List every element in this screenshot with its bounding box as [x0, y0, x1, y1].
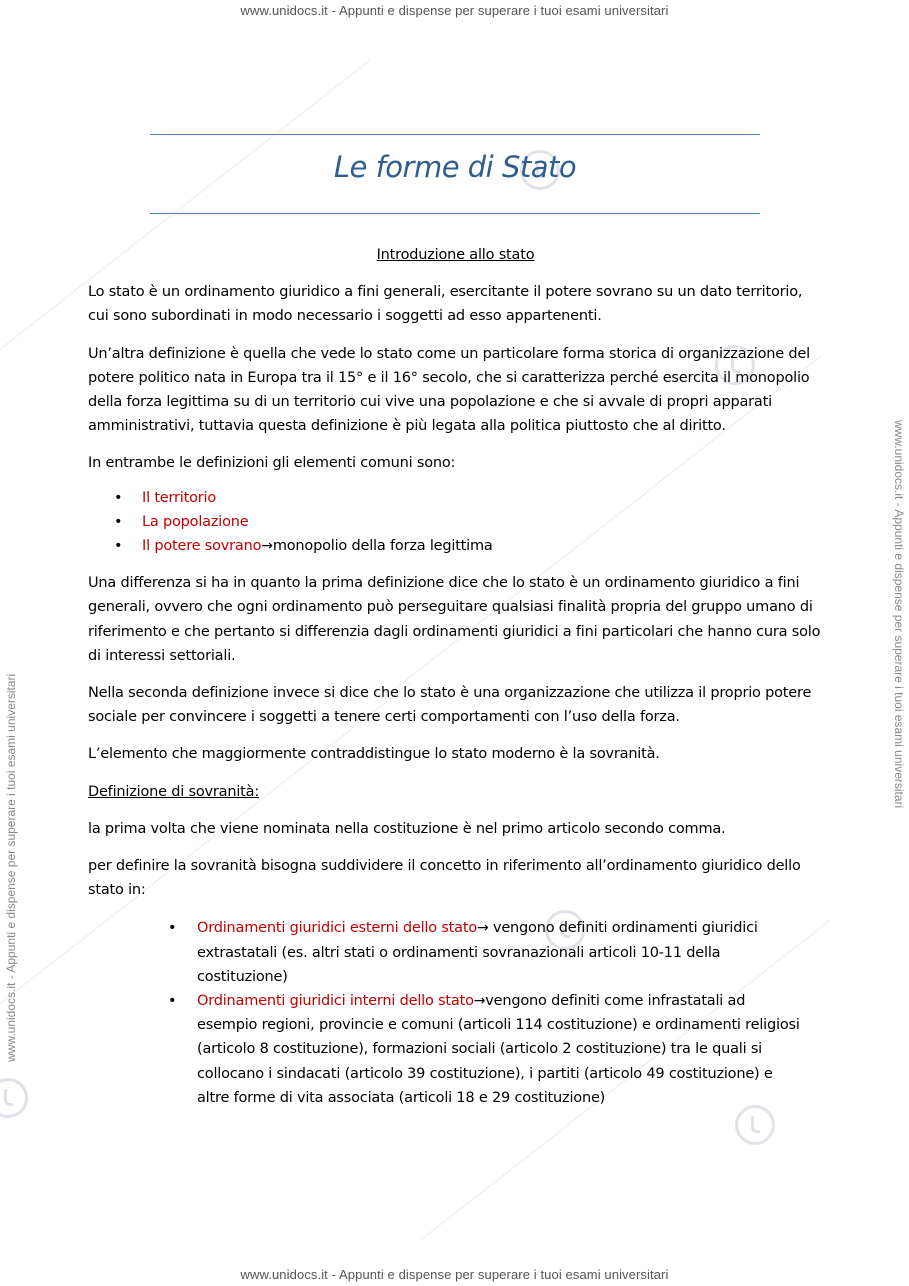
section-heading-sovereignty: Definizione di sovranità:	[88, 783, 260, 800]
list-item-text: vengono definiti ordinamenti giuridici extrastatali (es. altri stati o ordinamenti sovranazionali articoli 10-11 della costituzione)	[197, 920, 758, 985]
bullet-icon: •	[114, 489, 123, 506]
paragraph: L’elemento che maggiormente contraddistingue lo stato moderno è la sovranità.	[88, 746, 660, 763]
paragraph: Nella seconda definizione invece si dice che lo stato è una organizzazione che utilizza il proprio potere sociale per convincere i soggetti a tenere certi comportamenti con l’uso della forza.	[88, 685, 812, 726]
document-body	[88, 243, 823, 1123]
list-item	[88, 486, 823, 510]
list-item-text: vengono definiti come infrastatali ad esempio regioni, provincie e comuni (articoli 114 costituzione) e ordinamenti religiosi (articolo 8 costituzione), formazioni sociali (articolo 2 costituzione) tra le quali si collocano i sindacati (articolo 39 costituzione), i partiti (articolo 49 costituzione) e altre forme di vita associata (articoli 18 e 29 costituzione)	[197, 993, 800, 1106]
list-item	[88, 916, 823, 989]
paragraph: la prima volta che viene nominata nella costituzione è nel primo articolo secondo comma.	[88, 820, 726, 837]
common-elements-list	[88, 486, 823, 559]
bullet-icon: •	[168, 993, 177, 1010]
arrow-right-icon: →	[473, 993, 486, 1010]
footer-watermark: www.unidocs.it - Appunti e dispense per superare i tuoi esami universitari	[240, 1267, 669, 1282]
bullet-icon: •	[114, 513, 123, 530]
paragraph: Lo stato è un ordinamento giuridico a fini generali, esercitante il potere sovrano su un dato territorio, cui sono subordinati in modo necessario i soggetti ad esso appartenenti.	[88, 284, 803, 325]
bullet-icon: •	[114, 538, 123, 555]
arrow-right-icon: →	[477, 920, 489, 937]
list-item-label: Il territorio	[142, 489, 217, 506]
watermark-logo-icon	[0, 1078, 28, 1118]
paragraph: In entrambe le definizioni gli elementi comuni sono:	[88, 455, 456, 472]
list-item	[88, 510, 823, 534]
list-item-label: Il potere sovrano	[142, 538, 262, 555]
list-item	[88, 534, 823, 558]
side-watermark-right: www.unidocs.it - Appunti e dispense per superare i tuoi esami universitari	[892, 420, 906, 809]
list-item	[88, 989, 823, 1110]
side-watermark-left: www.unidocs.it - Appunti e dispense per superare i tuoi esami universitari	[4, 673, 18, 1062]
list-item-label: La popolazione	[142, 513, 249, 530]
title-rule-top	[150, 134, 760, 135]
list-item-label: Ordinamenti giuridici esterni dello stato	[197, 920, 478, 937]
list-item-text: monopolio della forza legittima	[272, 538, 493, 555]
header-watermark: www.unidocs.it - Appunti e dispense per superare i tuoi esami universitari	[240, 3, 669, 18]
list-item-label: Ordinamenti giuridici interni dello stato	[197, 993, 474, 1010]
document-title: Le forme di Stato	[333, 150, 577, 184]
paragraph: Una differenza si ha in quanto la prima definizione dice che lo stato è un ordinamento giuridico a fini generali, ovvero che ogni ordinamento può perseguitare qualsiasi finalità propria del gruppo umano di riferimento e che pertanto si differenzia dagli ordinamenti giuridici a fini particolari che hanno cura solo di interessi settoriali.	[88, 575, 821, 664]
title-rule-bottom	[150, 213, 760, 214]
bullet-icon: •	[168, 920, 177, 937]
legal-orders-list	[88, 916, 823, 1110]
section-heading-intro: Introduzione allo stato	[376, 247, 535, 263]
arrow-right-icon: →	[261, 538, 273, 555]
paragraph: Un’altra definizione è quella che vede lo stato come un particolare forma storica di organizzazione del potere politico nata in Europa tra il 15° e il 16° secolo, che si caratterizza perché esercita il monopolio della forza legittima su di un territorio cui vive una popolazione e che si avvale di propri apparati amministrativi, tuttavia questa definizione è più legata alla politica piuttosto che al diritto.	[88, 345, 810, 435]
paragraph: per definire la sovranità bisogna suddividere il concetto in riferimento all’ordinamento giuridico dello stato in:	[88, 858, 801, 899]
